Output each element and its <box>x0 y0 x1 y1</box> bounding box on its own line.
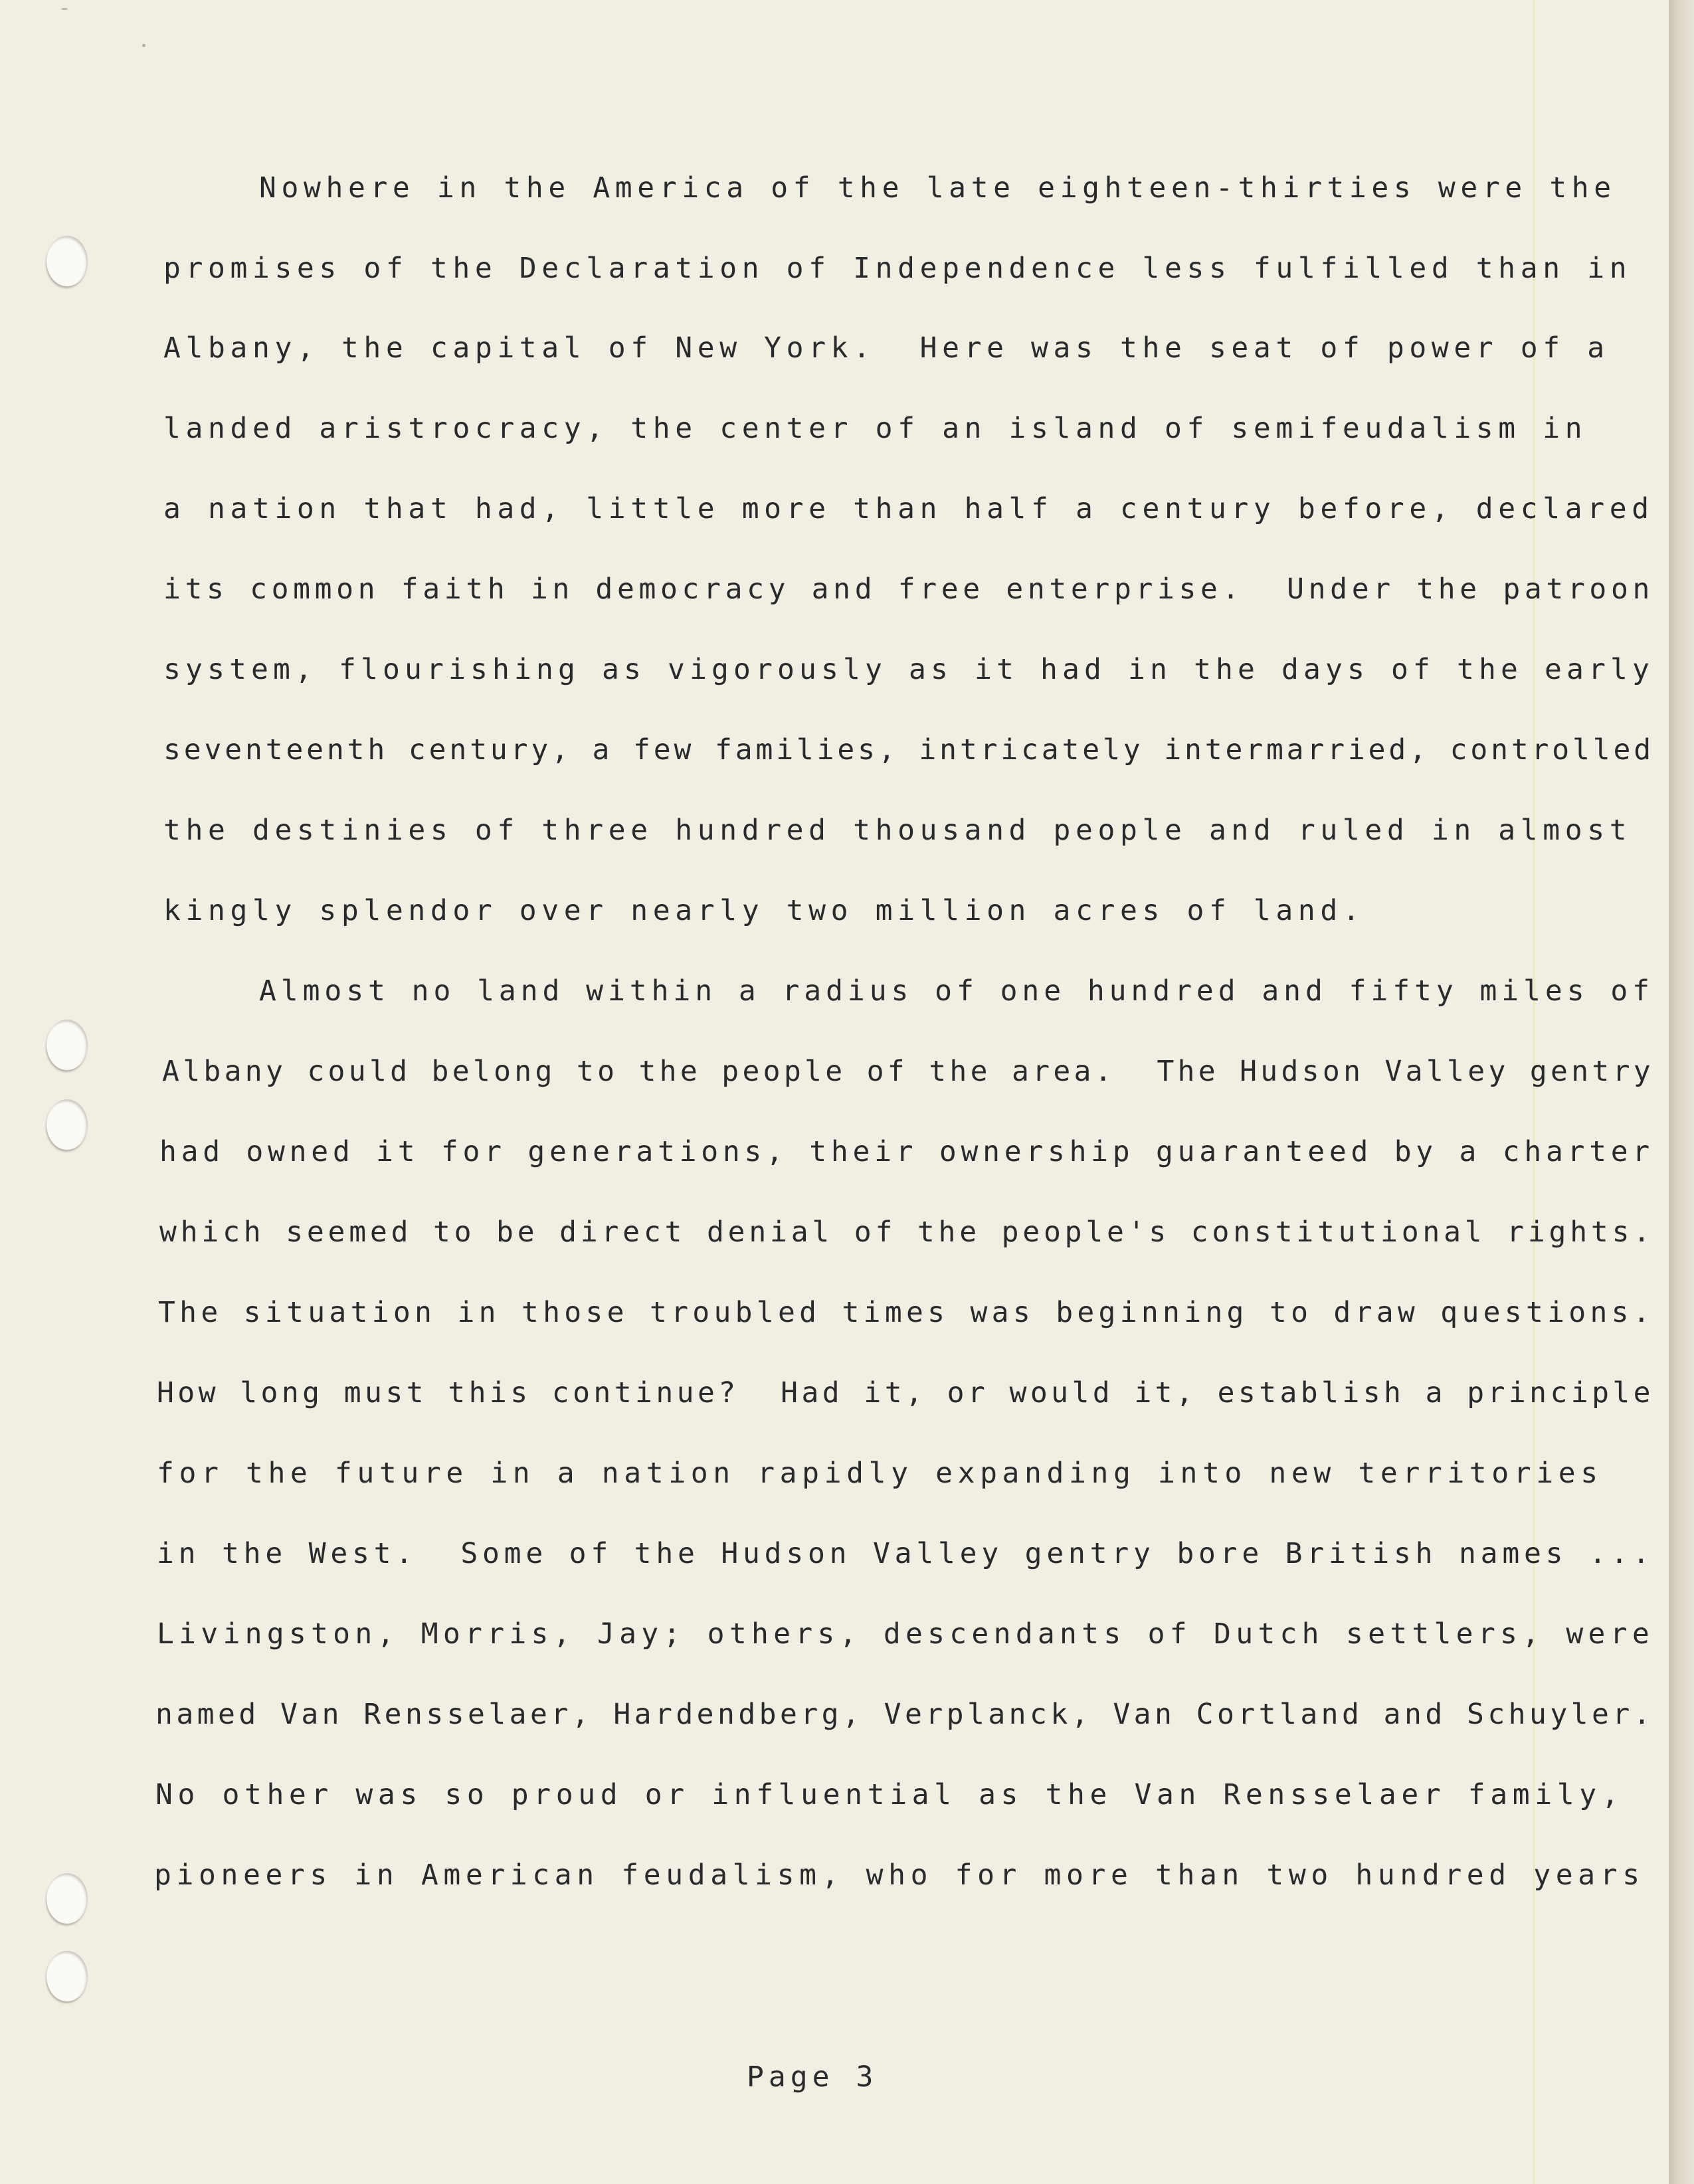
text-line: promises of the Declaration of Independence less fulfilled than in <box>163 252 1632 285</box>
text-line: system, flourishing as vigorously as it had in the days of the early <box>163 653 1654 686</box>
text-line: the destinies of three hundred thousand people and ruled in almost <box>163 814 1632 847</box>
paper-edge-shadow <box>1669 0 1694 2184</box>
text-line: its common faith in democracy and free enterprise. Under the patroon <box>163 573 1654 606</box>
text-line: pioneers in American feudalism, who for more than two hundred years <box>154 1859 1645 1892</box>
text-line: Nowhere in the America of the late eighteen-thirties were the <box>259 171 1616 205</box>
binder-hole <box>47 1020 88 1070</box>
text-line: Albany, the capital of New York. Here was the seat of power of a <box>163 331 1610 365</box>
text-line: in the West. Some of the Hudson Valley gentry bore British names ... <box>157 1537 1654 1570</box>
text-line: which seemed to be direct denial of the people's constitutional rights. <box>159 1216 1654 1249</box>
page-number: Page 3 <box>747 2060 878 2094</box>
text-line: landed aristrocracy, the center of an island of semifeudalism in <box>163 412 1588 445</box>
text-line: named Van Rensselaer, Hardendberg, Verplanck, Van Cortland and Schuyler. <box>155 1698 1654 1731</box>
text-line: Livingston, Morris, Jay; others, descendants of Dutch settlers, were <box>157 1617 1654 1651</box>
text-line: for the future in a nation rapidly expanding into new territories <box>157 1457 1603 1490</box>
text-line: kingly splendor over nearly two million acres of land. <box>163 894 1365 927</box>
binder-hole <box>47 1873 88 1924</box>
binder-hole <box>47 1951 88 2001</box>
binder-hole <box>47 1099 88 1150</box>
text-line: Albany could belong to the people of the area. The Hudson Valley gentry <box>162 1055 1654 1088</box>
text-line: had owned it for generations, their ownership guaranteed by a charter <box>159 1135 1654 1168</box>
text-line: The situation in those troubled times was beginning to draw questions. <box>158 1296 1654 1329</box>
paper-speck <box>142 44 145 47</box>
text-line: Almost no land within a radius of one hundred and fifty miles of <box>259 974 1654 1008</box>
margin-rule <box>1533 0 1535 2184</box>
binder-hole <box>47 236 88 286</box>
text-line: seventeenth century, a few families, intricately intermarried, controlled <box>163 733 1654 767</box>
text-line: How long must this continue? Had it, or would it, establish a principle <box>157 1376 1654 1410</box>
text-line: a nation that had, little more than half a century before, declared <box>163 492 1654 525</box>
text-line: No other was so proud or influential as the Van Rensselaer family, <box>155 1778 1624 1811</box>
paper-speck <box>61 8 68 10</box>
